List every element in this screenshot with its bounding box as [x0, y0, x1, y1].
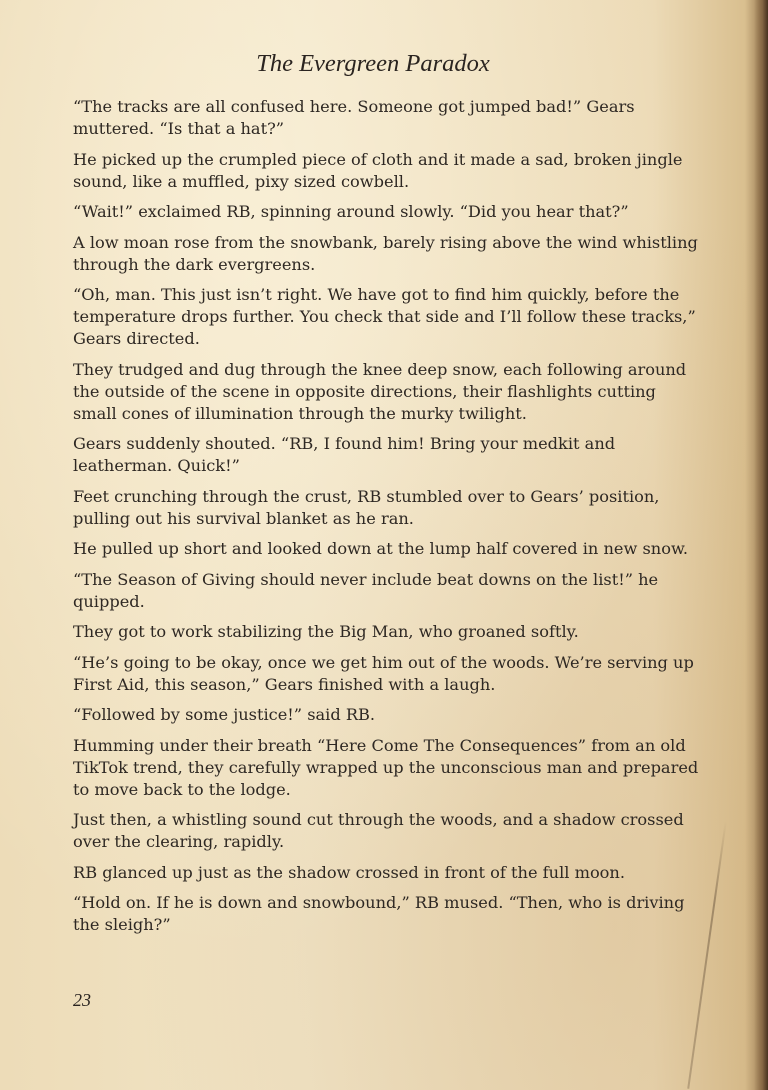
paragraph: “Wait!” exclaimed RB, spinning around slowly. “Did you hear that?”: [73, 202, 629, 221]
page-number: 23: [73, 990, 91, 1010]
running-title: The Evergreen Paradox: [256, 50, 490, 77]
paragraph: He picked up the crumpled piece of cloth and it made a sad, broken jingle sound, like a muffled, pixy sized cowbell.: [73, 149, 683, 191]
paragraph: They trudged and dug through the knee deep snow, each following around the outside of the scene in opposite directions, their flashlights cutting small cones of illumination through the murky twilight.: [73, 359, 687, 423]
paragraph: Just then, a whistling sound cut through the woods, and a shadow crossed over the clearing, rapidly.: [73, 810, 684, 851]
paragraph: Humming under their breath “Here Come The Consequences” from an old TikTok trend, they carefully wrapped up the unconscious man and prepared to move back to the lodge.: [73, 735, 699, 799]
paragraph: He pulled up short and looked down at the lump half covered in new snow.: [73, 539, 689, 558]
paragraph: “Followed by some justice!” said RB.: [73, 705, 376, 724]
paragraph: “Oh, man. This just isn’t right. We have got to find him quickly, before the temperature drops further. You check that side and I’ll follow these tracks,” Gears directed.: [73, 285, 696, 348]
paragraph: “The Season of Giving should never include beat downs on the list!” he quipped.: [73, 569, 659, 611]
paragraph: A low moan rose from the snowbank, barely rising above the wind whistling through the dark evergreens.: [73, 232, 698, 274]
book-spine-shadow: [754, 0, 768, 1090]
paragraph: Feet crunching through the crust, RB stumbled over to Gears’ position, pulling out his survival blanket as he ran.: [73, 486, 660, 528]
paragraph: They got to work stabilizing the Big Man, who groaned softly.: [73, 622, 579, 641]
paragraph: Gears suddenly shouted. “RB, I found him! Bring your medkit and leatherman. Quick!”: [73, 434, 616, 475]
paragraph: “He’s going to be okay, once we get him out of the woods. We’re serving up First Aid, this season,” Gears finished with a laugh.: [73, 652, 694, 694]
paragraph: “The tracks are all confused here. Someone got jumped bad!” Gears muttered. “Is that a hat?”: [73, 97, 635, 138]
paragraph: “Hold on. If he is down and snowbound,” RB mused. “Then, who is driving the sleigh?”: [73, 893, 685, 934]
paragraph: RB glanced up just as the shadow crossed in front of the full moon.: [73, 862, 626, 882]
story-text: [73, 96, 701, 945]
